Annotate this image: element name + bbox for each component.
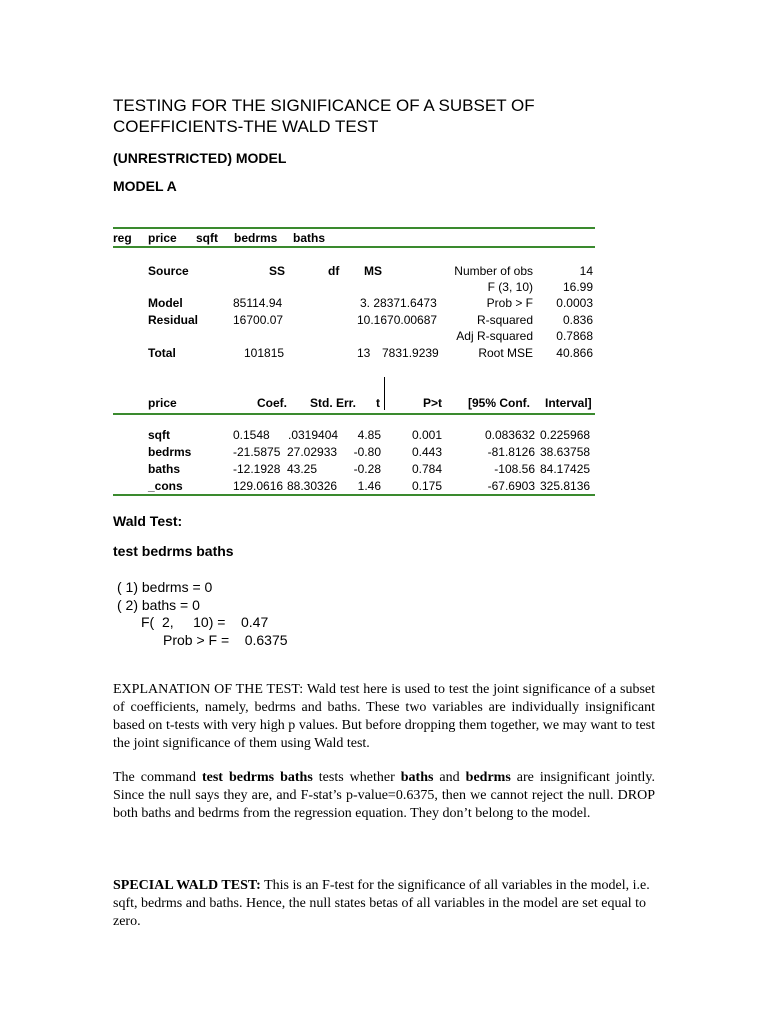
anova-row-source: Model [148,296,183,310]
page-title-line-2: COEFFICIENTS-THE WALD TEST [113,117,379,136]
coef-conf-hi: 84.17425 [540,462,591,476]
coef-p: 0.784 [411,462,442,476]
coef-conf-lo: -81.8126 [487,445,535,459]
coef-t: -0.80 [353,445,381,459]
coef-value: 129.0616 [233,479,284,493]
coef-p: 0.443 [411,445,442,459]
stat-value: 40.866 [556,346,593,360]
anova-header-df: df [328,264,340,278]
anova-row-df-ms: 10.1670.00687 [357,313,438,327]
explanation-paragraph: EXPLANATION OF THE TEST: Wald test here is used to test the joint significance of a subset of coefficients, namely, bedrms and baths. These two variables are individually insignificant based on t-tests with very high p values. But before dropping them together, we may want to test the joint significance of them using Wald test. [113,682,655,751]
stat-label: Root MSE [478,346,533,360]
command-rule [113,246,595,248]
command-var: bedrms [234,231,278,245]
command-var: price [148,231,177,245]
stat-value: 0.0003 [556,296,593,310]
coef-conf-lo: -67.6903 [487,479,535,493]
stat-value: 0.836 [562,313,593,327]
table-bottom-rule [113,494,595,496]
wald-f-stat: F( 2, 10) = 0.47 [141,614,269,630]
coef-t: 1.46 [357,479,381,493]
coef-var: _cons [148,479,183,493]
coef-se: 43.25 [287,462,318,476]
coef-var: bedrms [148,445,192,459]
anova-row-ss: 85114.94 [233,296,283,310]
anova-row-ms: 7831.9239 [382,346,439,360]
section-heading-unrestricted: (UNRESTRICTED) MODEL [113,150,287,166]
coef-value: -21.5875 [233,445,281,459]
coef-header-coef: Coef. [257,396,287,410]
coef-header-t: t [376,396,380,410]
section-heading-model-a: MODEL A [113,178,177,194]
coef-conf-lo: 0.083632 [484,428,535,442]
anova-row-ss: 101815 [244,346,285,360]
coef-header-interval: Interval] [545,396,592,410]
anova-header-ms: MS [364,264,382,278]
coef-conf-hi: 325.8136 [540,479,591,493]
coef-conf-lo: -108.56 [494,462,535,476]
stat-label: Prob > F [486,296,533,310]
anova-row-source: Residual [148,313,199,327]
coef-se: 88.30326 [287,479,338,493]
anova-row-source: Total [148,346,176,360]
stat-value: 14 [579,264,593,278]
coef-header-se: Std. Err. [310,396,357,410]
wald-prob: Prob > F = 0.6375 [163,632,288,648]
anova-row-df: 13 [357,346,371,360]
stat-value: 0.7868 [556,329,593,343]
coef-se: 27.02933 [287,445,338,459]
stat-label: Adj R-squared [456,329,533,343]
anova-row-df-ms: 3. 28371.6473 [360,296,437,310]
anova-row-ss: 16700.07 [233,313,284,327]
coef-conf-hi: 0.225968 [540,428,591,442]
command-word: reg [113,231,132,245]
column-divider [384,377,385,410]
stat-label: Number of obs [454,264,533,278]
stat-value: 16.99 [562,280,593,294]
coef-header-conf: [95% Conf. [468,396,531,410]
coef-var: sqft [148,428,170,442]
table-top-rule [113,227,595,229]
coef-p: 0.001 [411,428,442,442]
wald-command: test bedrms baths [113,543,234,559]
anova-header-source: Source [148,264,189,278]
coef-value: 0.1548 [233,428,270,442]
coef-se: .0319404 [288,428,339,442]
coef-value: -12.1928 [233,462,281,476]
stat-label: R-squared [476,313,533,327]
command-var: sqft [196,231,218,245]
coef-conf-hi: 38.63758 [540,445,591,459]
stat-label: F (3, 10) [487,280,533,294]
special-wald-paragraph: SPECIAL WALD TEST: This is an F-test for the significance of all variables in the model, i.e. sqft, bedrms and baths. Hence, the null states betas of all variables in the model are set equal to zero. [113,878,650,929]
coef-header-p: P>t [422,396,442,410]
coef-p: 0.175 [411,479,442,493]
command-var: baths [293,231,326,245]
page-title-line-1: TESTING FOR THE SIGNIFICANCE OF A SUBSET OF [113,96,535,115]
wald-test-heading: Wald Test: [113,513,183,529]
wald-constraint-2: ( 2) baths = 0 [117,597,200,613]
interpretation-paragraph: The command test bedrms baths tests whether baths and bedrms are insignificant jointly. Since the null says they are, and F-stat’s p-value=0.6375, then we cannot reject the null. DROP both baths and bedrms from the regression equation. They don’t belong to the model. [113,770,656,821]
coef-header-price: price [148,396,177,410]
coef-header-rule [113,413,595,415]
wald-constraint-1: ( 1) bedrms = 0 [117,579,213,595]
anova-header-ss: SS [268,264,285,278]
coef-t: 4.85 [357,428,381,442]
coef-t: -0.28 [353,462,381,476]
coef-var: baths [148,462,181,476]
